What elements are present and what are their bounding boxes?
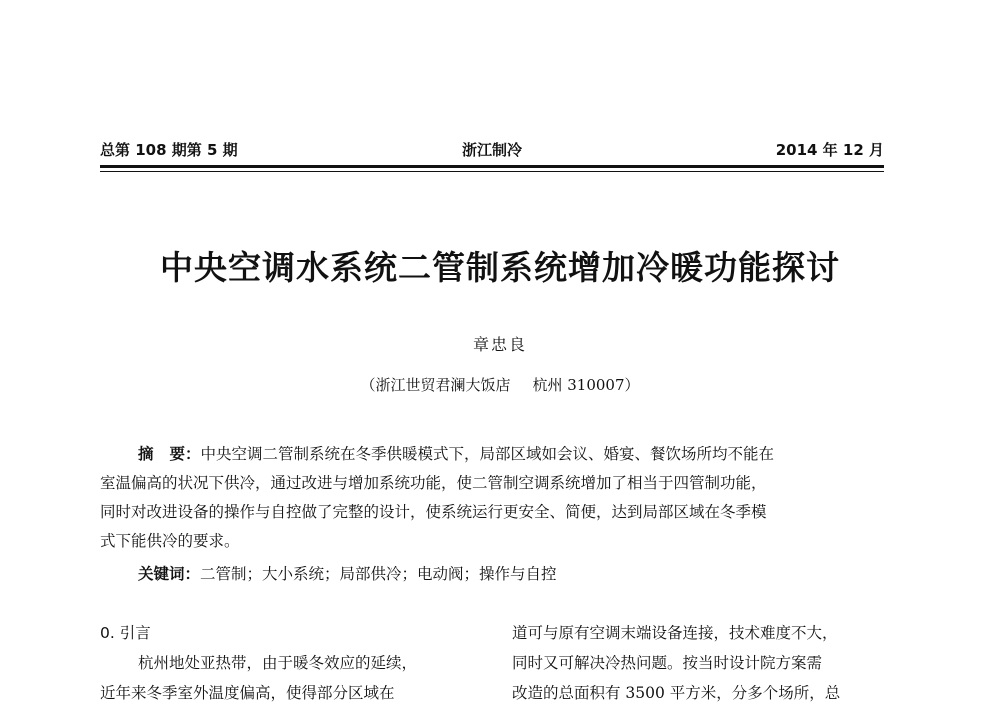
- journal-name: 浙江制冷: [461, 141, 522, 159]
- abstract: [100, 440, 884, 556]
- article-author: 章忠良: [472, 335, 527, 354]
- article-title: 中央空调水系统二管制系统增加冷暖功能探讨: [160, 248, 840, 287]
- abstract-label-a: 摘: [138, 445, 154, 463]
- abstract-text: 中央空调二管制系统在冬季供暖模式下，局部区域如会议、婚宴、餐饮场所均不能在: [200, 445, 775, 463]
- abstract-label-b: 要：: [169, 445, 201, 463]
- abstract-line: [100, 440, 884, 469]
- running-header: [100, 140, 884, 164]
- header-rule-thin: [100, 171, 884, 172]
- abstract-line: 式下能供冷的要求。: [100, 532, 240, 550]
- header-rule-thick: [100, 165, 884, 168]
- abstract-label: [138, 445, 201, 463]
- body-column-left: [100, 618, 472, 702]
- paragraph-line: 同时又可解决冷热问题。按当时设计院方案需: [512, 654, 823, 672]
- keywords: [100, 562, 557, 586]
- affiliation-city: 杭州 310007）: [532, 376, 640, 394]
- keywords-label: 关键词：: [138, 565, 201, 583]
- abstract-line: 同时对改进设备的操作与自控做了完整的设计，使系统运行更安全、简便，达到局部区域在冬季模: [100, 503, 767, 521]
- abstract-line: 室温偏高的状况下供冷，通过改进与增加系统功能，使二管制空调系统增加了相当于四管制功能，: [100, 474, 767, 492]
- section-heading: 0. 引言: [100, 624, 151, 642]
- paragraph-line: 道可与原有空调末端设备连接，技术难度不大，: [512, 624, 838, 642]
- affiliation-org: （浙江世贸君澜大饭店: [360, 376, 511, 394]
- paragraph-line-partial: 近年来冬季室外温度偏高，使得部分区域在: [100, 684, 395, 702]
- keywords-text: 二管制；大小系统；局部供冷；电动阀；操作与自控: [200, 565, 557, 583]
- paragraph-line-partial: 改造的总面积有 3500 平方米，分多个场所，总: [512, 684, 841, 702]
- issue-date: 2014 年 12 月: [775, 141, 884, 159]
- issue-info: 总第 108 期第 5 期: [100, 141, 238, 159]
- author-affiliation: [0, 374, 1000, 396]
- paragraph-line: 杭州地处亚热带，由于暖冬效应的延续，: [138, 654, 418, 672]
- body-column-right: [512, 618, 884, 702]
